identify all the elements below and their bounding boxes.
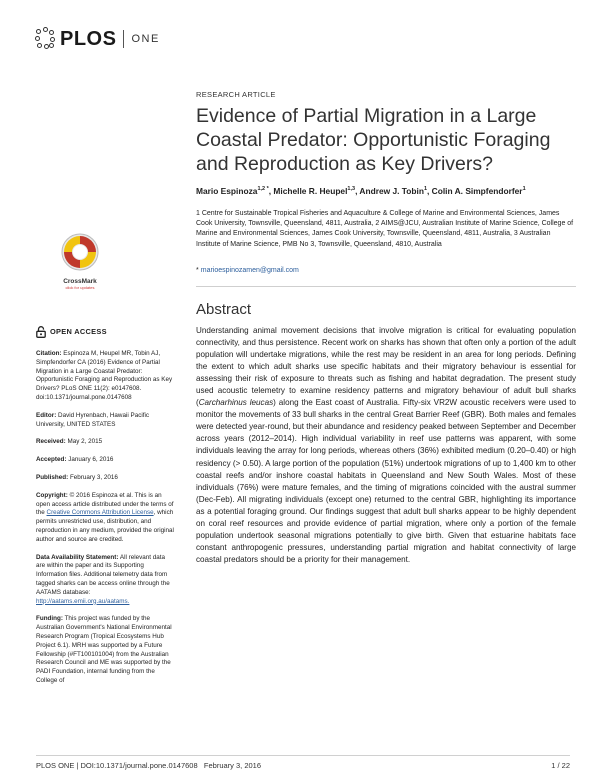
data-availability-block: [36, 554, 174, 607]
editor-block: [36, 412, 174, 430]
footer-date: February 3, 2016: [203, 761, 262, 770]
crossmark-label: CrossMark: [63, 278, 97, 285]
author-list: [196, 186, 576, 196]
license-link[interactable]: Creative Commons Attribution License: [46, 509, 154, 517]
article-type: RESEARCH ARTICLE: [196, 90, 276, 99]
abstract-text: [196, 325, 576, 566]
author-affiliation-marks: 1: [522, 186, 526, 193]
open-access-label: OPEN ACCESS: [50, 326, 107, 336]
copyright-label: Copyright:: [36, 491, 68, 499]
published-date: February 3, 2016: [69, 473, 118, 481]
open-lock-icon: [36, 326, 46, 338]
editor-text: David Hyrenbach, Hawaii Pacific University, UNITED STATES: [36, 411, 150, 428]
section-divider: [196, 286, 576, 287]
open-access-badge: [36, 326, 174, 338]
citation-block: [36, 350, 174, 403]
abstract-part-1: Understanding animal movement decisions that involve migration is critical for evaluating population connectivity, and thus persistence. Recent work on sharks has shown that often only a portion of the adult population will undertake migrations, while the rest may be resident in an area for long periods. Defining the extent to which adult sharks use specific habitats and their migratory behaviour is essential for assessing their risk of exposure to threats such as fishing and habitat degradation. The present study used acoustic telemetry to examine residency patterns and migratory behaviour of adult bull sharks (: [196, 326, 576, 408]
published-block: [36, 474, 174, 483]
author-affiliation-marks: 1,2 *: [257, 186, 269, 193]
abstract-part-2: ) along the East coast of Australia. Fifty-six VR2W acoustic receivers were used to monitor the movements of 33 bull sharks in the central Great Barrier Reef (GBR). Both males and females were detected year-round, but their abundance and residency peaked between September and December across years (2012–2014). High individual variability in reef use patterns was apparent, with some individuals leaving the array for long periods, whereas others (36%) exhibited medium (0.20–0.40) or high residency (> 0.50). A large portion of the population (51%) undertook migrations of up to 1,400 km to other coastal reefs and/or inshore coastal habitats in Queensland and New South Wales. Most of these individuals (76%) were mature females, and the timing of migrations coincided with the austral summer (Dec-Feb). All migrating individuals (except one) returned to the central GBR, highlighting its importance as a potential foraging ground. Our findings suggest that adult bull sharks appear to be highly dependent on coral reef resources and provide evidence of partial migration, where only a portion of the female population undertook seasonal migrations potentially to give birth. Given that estuarine habitats face constant anthropogenic pressures, understanding partial migration and habitat connectivity of large coastal predators should be a priority for their management.: [196, 398, 576, 564]
crossmark-badge[interactable]: [60, 232, 100, 290]
received-date: May 2, 2015: [67, 438, 103, 446]
logo-divider: [123, 30, 124, 48]
published-label: Published:: [36, 473, 69, 481]
abstract-heading: Abstract: [196, 301, 252, 318]
email-link[interactable]: marioespinozamen@gmail.com: [200, 267, 299, 274]
received-block: [36, 438, 174, 447]
funding-label: Funding:: [36, 615, 63, 623]
affiliations: 1 Centre for Sustainable Tropical Fisheries and Aquaculture & College of Marine and Environmental Sciences, James Cook University, Townsville, Queensland, 4811, Australia, 2 AIMS@JCU, Australian Institute of Marine Science, College of Marine and Environmental Sciences, James Cook University, Townsville, Queensland, 4811, Australia, 3 Australian Institute of Marine Science, PMB No 3, Townsville, Queensland, 4810, Australia: [196, 210, 574, 248]
page-number: 1 / 22: [551, 761, 570, 770]
funding-text: This project was funded by the Australian Government's National Environmental Research Program (Tropical Ecosystems Hub Project 6.1). MRH was supported by a Future Fellowship (#FT100101004) from the Australian Research Council and ME was supported by the PADI Foundation, internal funding from the College of: [36, 615, 172, 684]
plos-logo[interactable]: [36, 26, 160, 52]
funding-block: [36, 615, 174, 685]
corresponding-email: [196, 267, 299, 274]
author[interactable]: Michelle R. Heupel: [273, 186, 348, 196]
brand-name: PLOS: [60, 27, 117, 50]
accepted-block: [36, 456, 174, 465]
author-affiliation-marks: 1: [423, 186, 428, 193]
article-title: Evidence of Partial Migration in a Large Coastal Predator: Opportunistic Foraging and Reproduction as Key Drivers?: [196, 105, 551, 175]
author[interactable]: Colin A. Simpfendorfer: [431, 186, 523, 196]
editor-label: Editor:: [36, 411, 57, 419]
accepted-label: Accepted:: [36, 456, 67, 464]
footer-citation: [36, 761, 261, 770]
aatams-link[interactable]: http://aatams.emii.org.au/aatams.: [36, 597, 130, 605]
abstract-species-name: Carcharhinus leucas: [198, 398, 274, 408]
crossmark-icon: [60, 232, 100, 272]
footer-divider: [36, 755, 570, 756]
journal-name: ONE: [131, 33, 160, 45]
data-availability-text: All relevant data are within the paper and its Supporting Information files. Additional telemetry data from tagged sharks can be access online through the AATAMS database:: [36, 553, 170, 596]
author-affiliation-marks: 1,3: [347, 186, 356, 193]
citation-text: Espinoza M, Heupel MR, Tobin AJ, Simpfendorfer CA (2016) Evidence of Partial Migration in a Large Coastal Predator: Opportunistic Foraging and Reproduction as Key Drivers? PLoS ONE 11(2): e0147608. doi:10.1371/journal.pone.0147608: [36, 350, 173, 401]
data-availability-label: Data Availability Statement:: [36, 553, 119, 561]
author-separator: ,: [427, 186, 432, 196]
article-sidebar: [36, 326, 174, 695]
author[interactable]: Andrew J. Tobin: [359, 186, 424, 196]
footer-doi: PLOS ONE | DOI:10.1371/journal.pone.0147608: [36, 761, 198, 770]
copyright-block: [36, 492, 174, 545]
accepted-date: January 6, 2016: [68, 456, 114, 464]
copyright-text: © 2016 Espinoza et al. This is an open access article distributed under the terms of the: [36, 491, 174, 517]
author-separator: ,: [355, 186, 360, 196]
plos-dots-icon: [36, 29, 56, 49]
received-label: Received:: [36, 438, 66, 446]
crossmark-sublabel: click for updates: [65, 285, 95, 290]
author-separator: ,: [268, 186, 274, 196]
author[interactable]: Mario Espinoza: [196, 186, 258, 196]
corresponding-marker: *: [196, 267, 199, 274]
citation-label: Citation:: [36, 350, 62, 357]
copyright-text-2: , which permits unrestricted use, distribution, and reproduction in any medium, provided the original author and source are credited.: [36, 509, 174, 543]
